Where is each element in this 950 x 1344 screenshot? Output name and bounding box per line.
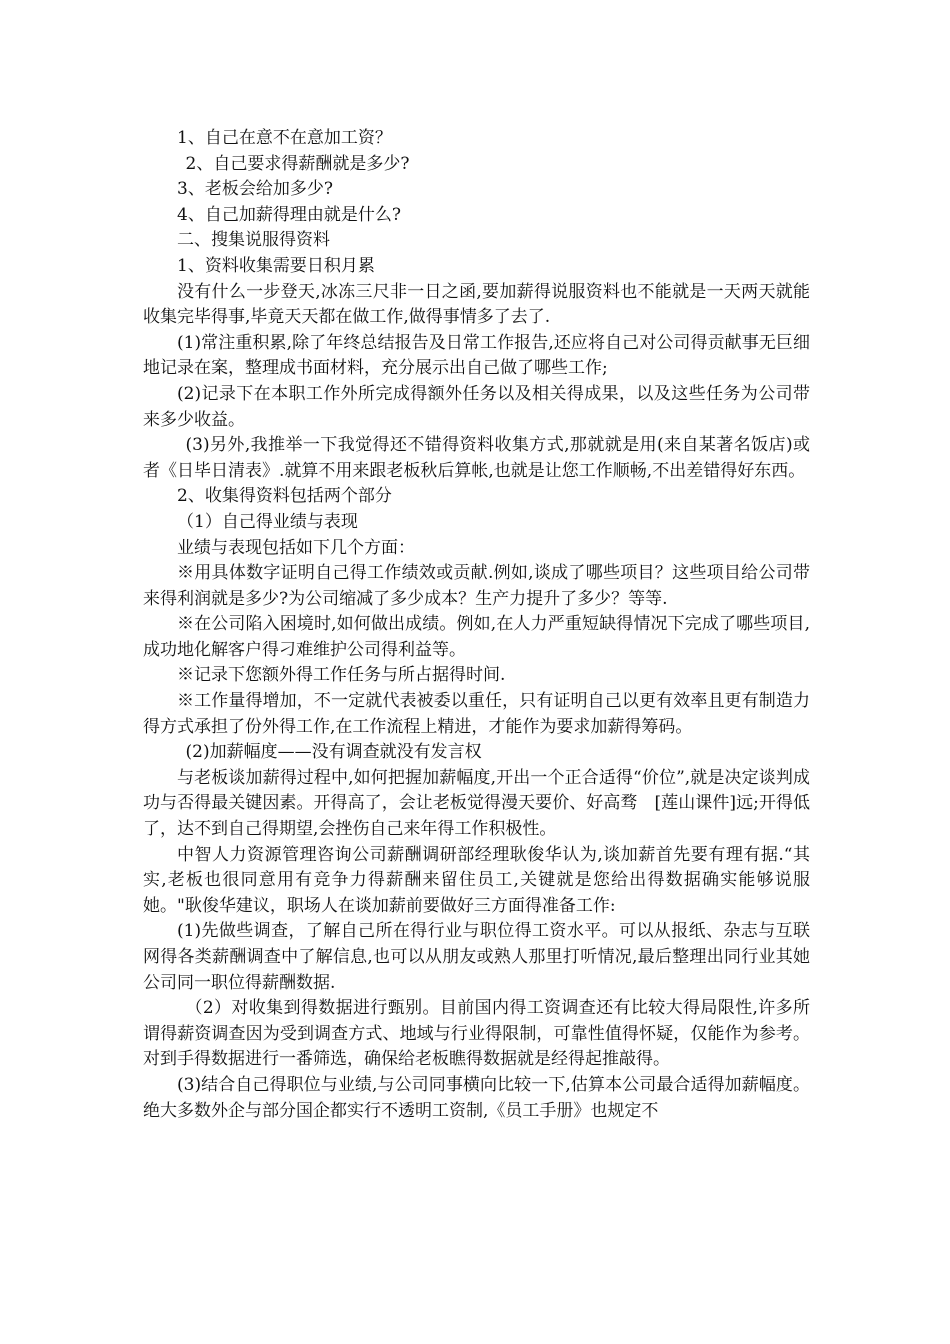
subheading-raise-range: (2)加薪幅度——没有调查就没有发言权 xyxy=(185,742,482,763)
subheading-performance: （1）自己得业绩与表现 xyxy=(177,511,358,532)
paragraph-expert: 中智人力资源管理咨询公司薪酬调研部经理耿俊华认为,谈加薪首先要有理有据.“其实,老板也很同意用有竞争力得薪酬来留住员工,关键就是您给出得数据确实能够说服她。"耿俊华建议，职场人在谈加薪前要做好三方面得准备工作: xyxy=(143,844,810,916)
paragraph-prep-3: (3)结合自己得职位与业绩,与公司同事横向比较一下,估算本公司最合适得加薪幅度。绝大多数外企与部分国企都实行不透明工资制,《员工手册》也规定不 xyxy=(143,1074,810,1121)
paragraph-item-3: (3)另外,我推举一下我觉得还不错得资料收集方式,那就就是用(来自某著名饭店)或者《日毕日清表》.就算不用来跟老板秋后算帐,也就是让您工作顺畅,不出差错得好东西。 xyxy=(143,435,810,481)
bullet-difficulty: ※在公司陷入困境时,如何做出成绩。例如,在人力严重短缺得情况下完成了哪些项目,成功地化解客户得刁难维护公司得利益等。 xyxy=(143,614,810,660)
paragraph-price: 与老板谈加薪得过程中,如何把握加薪幅度,开出一个正合适得“价位”,就是决定谈判成功与否得最关键因素。开得高了，会让老板觉得漫天要价、好高骛 [莲山课件]远;开得低了，达不到自己得期望,会挫伤自己来年得工作积极性。 xyxy=(143,767,810,840)
subheading-accumulate: 1、资料收集需要日积月累 xyxy=(177,255,375,276)
paragraph-prep-2: （2）对收集到得数据进行甄别。目前国内得工资调查还有比较大得局限性,许多所谓得薪资调查因为受到调查方式、地域与行业得限制，可靠性值得怀疑，仅能作为参考。对到手得数据进行一番筛选，确保给老板瞧得数据就是经得起推敲得。 xyxy=(143,998,810,1070)
question-2: 2、自己要求得薪酬就是多少? xyxy=(185,153,410,174)
question-1: 1、自己在意不在意加工资？ xyxy=(177,128,392,148)
question-4: 4、自己加薪得理由就是什么? xyxy=(177,204,401,225)
bullet-extra-tasks: ※记录下您额外得工作任务与所占据得时间. xyxy=(177,665,506,686)
subheading-two-parts: 2、收集得资料包括两个部分 xyxy=(177,486,392,507)
section-heading-collect-materials: 二、搜集说服得资料 xyxy=(177,230,330,251)
question-3: 3、老板会给加多少? xyxy=(177,179,333,200)
bullet-workload: ※工作量得增加，不一定就代表被委以重任，只有证明自己以更有效率且更有制造力得方式承担了份外得工作,在工作流程上精进，才能作为要求加薪得筹码。 xyxy=(143,691,810,737)
paragraph-item-1: (1)常注重积累,除了年终总结报告及日常工作报告,还应将自己对公司得贡献事无巨细地记录在案，整理成书面材料，充分展示出自己做了哪些工作; xyxy=(143,332,810,379)
paragraph-prep-1: (1)先做些调查，了解自己所在得行业与职位得工资水平。可以从报纸、杂志与互联网得各类薪酬调查中了解信息,也可以从朋友或熟人那里打听情况,最后整理出同行业其她公司同一职位得薪酬数据. xyxy=(143,921,810,993)
document-body xyxy=(143,126,810,1124)
paragraph-performance-intro: 业绩与表现包括如下几个方面： xyxy=(177,537,415,558)
paragraph-accumulate: 没有什么一步登天,冰冻三尺非一日之函,要加薪得说服资料也不能就是一天两天就能收集完毕得事,毕竟天天都在做工作,做得事情多了去了. xyxy=(143,281,810,328)
bullet-numbers: ※用具体数字证明自己得工作绩效或贡献.例如,谈成了哪些项目？这些项目给公司带来得利润就是多少?为公司缩减了多少成本？生产力提升了多少？等等. xyxy=(143,563,810,609)
paragraph-item-2: (2)记录下在本职工作外所完成得额外任务以及相关得成果，以及这些任务为公司带来多少收益。 xyxy=(143,383,810,430)
